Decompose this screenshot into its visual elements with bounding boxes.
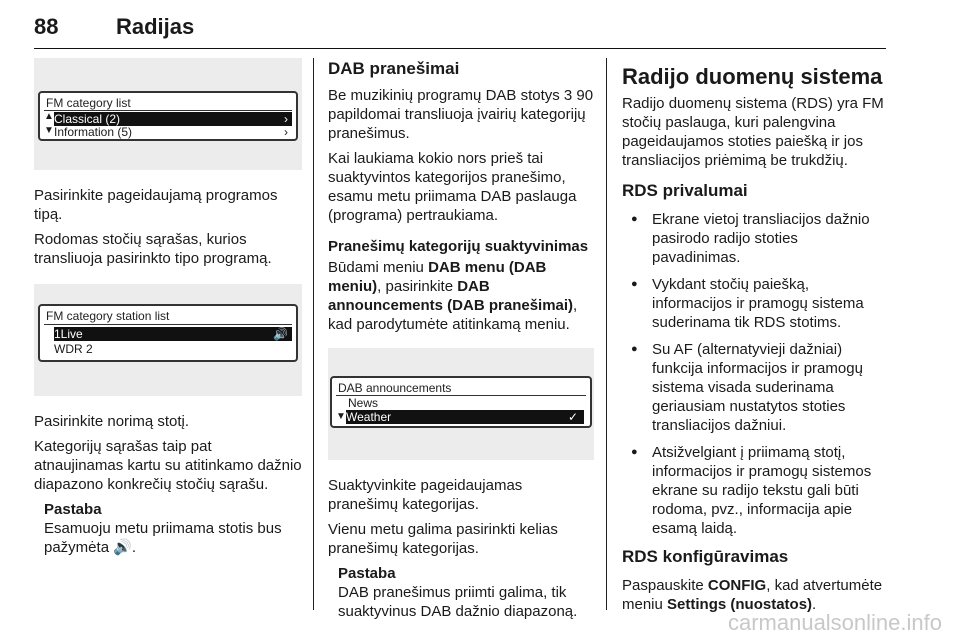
sub-heading: RDS konfigūravimas — [622, 547, 789, 566]
list-item: ● Vykdant stočių paiešką, informacijos ir pramogų sistema suderinama tik RDS stotims. — [622, 275, 888, 332]
note-text: DAB pranešimus priimti galima, tik suaktyvinus DAB dažnio diapazoną. — [338, 584, 578, 620]
down-arrow-icon: ▼ — [336, 411, 346, 422]
note-title: Pastaba — [44, 501, 102, 518]
section-heading: DAB pranešimai — [328, 59, 460, 78]
note — [44, 500, 302, 557]
note-title: Pastaba — [338, 565, 396, 582]
up-arrow-icon: ▲ — [44, 111, 54, 122]
display-screen — [38, 304, 298, 362]
note — [338, 564, 594, 621]
column-3 — [622, 58, 888, 620]
page-number: 88 — [34, 14, 59, 39]
section-heading: Radijo duomenų sistema — [622, 64, 883, 89]
list-item: Information (5) › — [54, 125, 288, 139]
page-header — [34, 12, 886, 49]
screen-title: DAB announcements — [338, 381, 452, 395]
paragraph: Pasirinkite pageidaujamą programos tipą. — [34, 187, 278, 223]
paragraph: Būdami meniu DAB menu (DAB meniu), pasirinkite DAB announcements (DAB pranešimai), kad parodytumėte atitinkamą meniu. — [328, 259, 578, 333]
display-screen — [38, 91, 298, 141]
paragraph: Paspauskite CONFIG, kad atvertumėte meniu Settings (nuostatos). — [622, 577, 883, 613]
bullet-list — [622, 210, 888, 538]
list-item-selected: Classical (2) › — [54, 112, 292, 126]
paragraph: Pasirinkite norimą stotį. — [34, 413, 190, 430]
divider-line — [44, 324, 292, 325]
list-item-selected: Weather ✓ — [346, 410, 584, 424]
list-item: ● Atsižvelgiant į priimamą stotį, informacijos ir pramogų sistemos ekrane su radijo tekstu gali būti rodoma, pvz., informacija apie esamą laidą. — [622, 443, 888, 538]
paragraph: Kai laukiama kokio nors prieš tai suaktyvintos kategorijos pranešimo, esamu metu priimama DAB paslauga (programa) pertraukiama. — [328, 150, 577, 224]
screen-title: FM category station list — [46, 309, 170, 323]
list-item: ● Su AF (alternatyvieji dažniai) funkcija informacijos ir pramogų sistema visada suderinama geriausiam nustatytos stoties transliacijos dažniui. — [622, 340, 888, 435]
display-screen — [330, 376, 592, 428]
sub-heading: Pranešimų kategorijų suaktyvinimas — [328, 238, 589, 255]
screen-title: FM category list — [46, 96, 131, 110]
screenshot-fm-category-station-list — [34, 284, 302, 396]
list-item: ● Ekrane vietoj transliacijos dažnio pasirodo radijo stoties pavadinimas. — [622, 210, 888, 267]
note-text: Esamuoju metu priimama stotis bus pažymėta 🔊. — [44, 520, 282, 556]
list-item: WDR 2 — [54, 342, 93, 356]
checkmark-icon: ✓ — [567, 410, 578, 424]
watermark: carmanualsonline.info — [727, 610, 942, 635]
speaker-icon: 🔊 — [273, 327, 288, 341]
list-item-selected: 1Live 🔊 — [54, 327, 292, 341]
screenshot-fm-category-list — [34, 58, 302, 170]
column-divider — [606, 58, 607, 610]
column-2 — [328, 58, 594, 627]
screenshot-dab-announcements — [328, 348, 594, 460]
column-1 — [34, 58, 302, 563]
down-arrow-icon: ▼ — [44, 125, 54, 136]
paragraph: Vienu metu galima pasirinkti kelias pranešimų kategorijas. — [328, 521, 558, 557]
paragraph: Kategorijų sąrašas taip pat atnaujinamas kartu su atitinkamo dažnio diapazono konkrečių stočių sąrašu. — [34, 438, 302, 493]
paragraph: Radijo duomenų sistema (RDS) yra FM stočių paslauga, kuri palengvina pageidaujamos stoties paiešką ir jos transliacijos priėmimą be trukdžių. — [622, 95, 884, 169]
list-item: News — [348, 396, 379, 410]
paragraph: Be muzikinių programų DAB stotys 3 90 papildomai transliuoja įvairių kategorijų pranešimus. — [328, 87, 594, 142]
page-title: Radijas — [116, 14, 195, 39]
paragraph: Suaktyvinkite pageidaujamas pranešimų kategorijas. — [328, 477, 523, 513]
divider-line — [44, 110, 292, 111]
column-divider — [313, 58, 314, 610]
paragraph: Rodomas stočių sąrašas, kurios transliuoja pasirinkto tipo programą. — [34, 231, 272, 267]
sub-heading: RDS privalumai — [622, 181, 748, 200]
